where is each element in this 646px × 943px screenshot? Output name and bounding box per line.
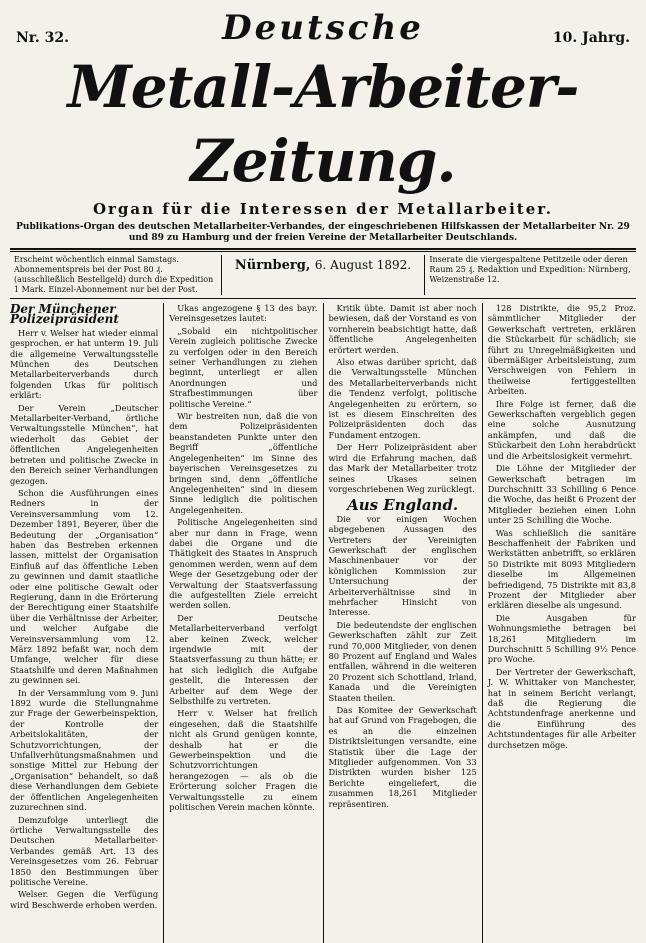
paragraph: Das Komitee der Gewerkschaft hat auf Grund von Fragebogen, die es an die einzelnen Distriktsleitungen versandte, eine Statistik über die Lage der Mitglieder aufgenommen. Von 33 Distrikten wurden bisher 125 Berichte eingeliefert, die zusammen 18,261 Mitglieder repräsentiren. bbox=[328, 705, 477, 809]
masthead-subtitle: Organ für die Interessen der Metallarbeiter. bbox=[92, 200, 554, 218]
header-top bbox=[10, 6, 636, 48]
paragraph: In der Versammlung vom 9. Juni 1892 wurde die Stellungnahme zur Frage der Gewerbeinspektion, der Kontrolle der Arbeitslokalitäten, der Schutzvorrichtungen, der Unfallverhütungsmaßnahmen und sonstige Mittel zur Hebung der „Organisation“ behandelt, so daß diese Verhandlungen dem Gebiete der öffentlichen Angelegenheiten zuzurechnen sind. bbox=[10, 687, 159, 813]
paragraph: Kritik übte. Damit ist aber noch bewiesen, daß der Vorstand es von vornherein beabsichtigt hatte, daß öffentliche Angelegenheiten erörtert werden. bbox=[328, 303, 477, 355]
paragraph: „Sobald ein nichtpolitischer Verein zugleich politische Zwecke zu verfolgen oder in den Bereich seiner Verhandlungen zu ziehen beginnt, unterliegt er allen Anordnungen und Strafbestimmungen über politische Vereine.“ bbox=[169, 325, 318, 409]
issue-number: Nr. 32. bbox=[16, 30, 69, 46]
paragraph: Die Ausgaben für Wohnungsmiethe betragen bei 18,261 Mitgliedern im Durchschnitt 5 Schilling 9½ Pence pro Woche. bbox=[487, 612, 636, 665]
article-heading: Der Münchener Polizeipräsident bbox=[10, 303, 119, 327]
header-rule bbox=[10, 248, 636, 250]
paragraph: Herr v. Welser hat wieder einmal gesprochen, er hat unterm 19. Juli die allgemeine Verwaltungsstelle München des Deutschen Metallarbeiterverbands durch folgenden Ukas für politisch erklärt: bbox=[10, 327, 159, 401]
paragraph: Die Löhne der Mitglieder der Gewerkschaft betragen im Durchschnitt 33 Schilling 6 Pence die Woche, das heißt 6 Prozent der Mitglieder beziehen einen Lohn unter 25 Schilling die Woche. bbox=[487, 463, 636, 526]
paragraph: Also etwas darüber spricht, daß die Verwaltungsstelle München des Metallarbeiterverbands nicht die Tendenz verfolgt, politische Angelegenheiten zu erörtern, so ist es diesem Einschreiten des Polizeipräsidenten doch das Fundament entzogen. bbox=[328, 357, 477, 440]
advertising-info: Inserate die viergespaltene Petitzeile oder deren Raum 25 ₰. Redaktion und Expedition: Nürnberg, Weizenstraße 12. bbox=[429, 255, 631, 284]
paragraph: Demzufolge unterliegt die örtliche Verwaltungsstelle des Deutschen Metallarbeiter-Verbandes gemäß Art. 13 des Vereinsgesetzes vom 26. Februar 1850 den Bestimmungen über politische Vereine. bbox=[10, 814, 159, 887]
article-heading: Aus England. bbox=[347, 496, 459, 515]
paragraph: 128 Distrikte, die 95,2 Proz. sämmtlicher Mitglieder der Gewerkschaft vertreten, erklären die Stückarbeit für schädlich; sie führt zu Unregelmäßigkeiten und übermäßiger Arbeitsleistung, zum Verschweigen von Fehlern in theilweise fertiggestellten Arbeiten. bbox=[487, 303, 636, 397]
paragraph: Die bedeutendste der englischen Gewerkschaften zählt zur Zeit rund 70,000 Mitglieder, von denen 80 Prozent auf England und Wales entfallen, während in die weiteren 20 Prozent sich Schottland, Irland, Kanada und die Vereinigten Staaten theilen. bbox=[328, 619, 477, 703]
subscription-info: Erscheint wöchentlich einmal Samstags. Abonnementspreis bei der Post 80 ₰. (ausschließlich Bestellgeld) durch die Expedition 1 Mark. Einzel-Abonnement nur bei der Post. bbox=[14, 255, 214, 294]
dateline-city: Nürnberg, bbox=[234, 258, 311, 273]
paragraph: Der Herr Polizeipräsident aber wird die Erfahrung machen, daß das Mark der Metallarbeiter trotz seines Ukases seinen vorgeschriebenen Weg zurücklegt. bbox=[328, 442, 477, 494]
paragraph: Wir bestreiten nun, daß die von dem Polizeipräsidenten beanstandeten Punkte unter den Begriff „öffentliche Angelegenheiten“ im Sinne des bayerischen Vereinsgesetzes zu bringen sind, denn „öffentliche Angelegenheiten“ sind in diesem Sinne lediglich die politischen Angelegenheiten. bbox=[169, 411, 318, 515]
paragraph: Der Vertreter der Gewerkschaft, J. W. Whittaker von Manchester, hat in seinem Bericht verlangt, daß die Regierung die Achtstundenfrage anerkenne und die Einführung des Achtstundentages für alle Arbeiter durchsetzen möge. bbox=[487, 666, 636, 750]
masthead-kicker: Deutsche bbox=[222, 8, 424, 48]
paragraph: Ihre Folge ist ferner, daß die Gewerkschaften vergeblich gegen eine solche Ausnutzung ankämpfen, und daß die Stückarbeit den Lohn herabdrückt und die Arbeitslosigkeit vermehrt. bbox=[487, 398, 636, 461]
paragraph: Was schließlich die sanitäre Beschaffenheit der Fabriken und Werkstätten anbetrifft, so erklären 50 Distrikte mit 8093 Mitgliedern dieselbe im Allgemeinen befriedigend, 75 Distrikte mit 83,8 Prozent der Mitglieder aber erklären dieselbe als ungesund. bbox=[487, 527, 636, 611]
paragraph: Herr v. Welser hat freilich eingesehen, daß die Staatshilfe nicht als Grund genügen konnte, deshalb hat er die Gewerbeinspektion und die Schutzvorrichtungen herangezogen — als ob die Erörterung solcher Fragen die Verwaltungsstelle zu einem politischen Verein machen könnte. bbox=[169, 708, 318, 813]
column-2 bbox=[163, 303, 322, 943]
dateline bbox=[221, 255, 426, 295]
masthead-title: Metall-Arbeiter-Zeitung. bbox=[67, 53, 579, 195]
dateline-date: 6. August 1892. bbox=[314, 258, 412, 272]
column-1 bbox=[10, 303, 163, 943]
paragraph: Schon die Ausführungen eines Redners in der Vereinsversammlung vom 12. Dezember 1891, Beyerer, über die Bedeutung der „Organisation“ haben das Bestreben erkennen lassen, mittelst der Organisation Einfluß auf das öffentliche Leben zu gewinnen und damit staatliche oder eine politische Gewalt oder Regierung, dann in die Erörterung der Berechtigung einer Staatshilfe über die Verhältnisse der Arbeiter, und welcher Aufgabe die Vereinsversammlung vom 12. März 1892 befaßt war, noch dem Umfange, welcher für diese Staatshilfe und deren Maßnahmen zu gewinnen sei. bbox=[10, 487, 159, 686]
paragraph: Die vor einigen Wochen abgegebenen Aussagen des Vertreters der Vereinigten Gewerkschaft der englischen Maschinenbauer vor der königlichen Kommission zur Untersuchung der Arbeiterverhältnisse sind in mehrfacher Hinsicht von Interesse. bbox=[328, 513, 477, 618]
info-bar bbox=[10, 252, 636, 299]
paragraph: Politische Angelegenheiten sind aber nur dann in Frage, wenn dabei die Organe und die Thätigkeit des Staates in Anspruch genommen werden, wenn auf dem Wege der Gesetzgebung oder der Verwaltung der Staatsverfassung die aufgestellten Ziele erreicht werden sollen. bbox=[169, 517, 318, 611]
volume-year: 10. Jahrg. bbox=[552, 30, 630, 46]
paragraph: Ukas angezogene § 13 des bayr. Vereinsgesetzes lautet: bbox=[169, 303, 318, 324]
paragraph: Welser. Gegen die Verfügung wird Beschwerde erhoben werden. bbox=[10, 889, 159, 910]
column-3 bbox=[323, 303, 482, 943]
publication-note: Publikations-Organ des deutschen Metallarbeiter-Verbandes, der eingeschriebenen Hilfskassen der Metallarbeiter Nr. 29 und 89 zu Hamburg und der freien Vereine der Metallarbeiter Deutschlands. bbox=[16, 222, 630, 243]
column-4 bbox=[482, 303, 636, 943]
paragraph: Der Verein „Deutscher Metallarbeiter-Verband, örtliche Verwaltungsstelle München“, hat wiederholt das Gebiet der öffentlichen Angelegenheiten betreten und politische Zwecke in den Bereich seiner Verhandlungen gezogen. bbox=[10, 402, 159, 486]
article-columns bbox=[10, 303, 636, 943]
paragraph: Der Deutsche Metallarbeiterverband verfolgt aber keinen Zweck, welcher irgendwie mit der Staatsverfassung zu thun hätte; er hat sich lediglich die Aufgabe gestellt, die Interessen der Arbeiter auf dem Wege der Selbsthilfe zu vertreten. bbox=[169, 612, 318, 707]
